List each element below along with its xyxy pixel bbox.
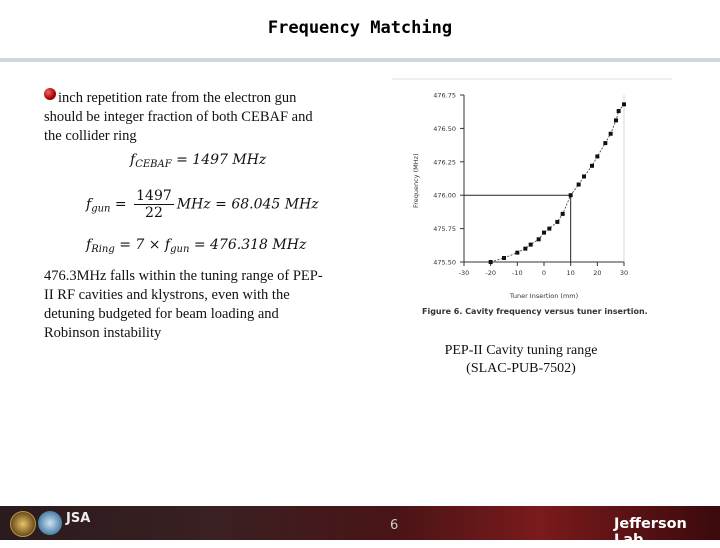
y-tick-label: 476.50	[433, 124, 456, 133]
x-tick-label: 10	[566, 269, 575, 277]
text-line: II RF cavities and klystrons, even with the	[44, 287, 290, 303]
text-line: Robinson instability	[44, 325, 162, 341]
figure-inner-caption: Figure 6. Cavity frequency versus tuner insertion.	[422, 307, 648, 316]
data-point	[609, 132, 613, 136]
data-point	[489, 260, 493, 264]
eq-fraction	[134, 188, 174, 221]
header-divider	[0, 58, 720, 62]
eq-rhs: = 1497 MHz	[171, 152, 267, 168]
y-tick-label: 476.75	[433, 91, 456, 100]
text-line: inch repetition rate from the electron gun	[58, 90, 297, 106]
data-point	[582, 174, 586, 178]
text-line: detuning budgeted for beam loading and	[44, 306, 279, 322]
figure-caption	[410, 342, 632, 378]
eq-rhs: MHz = 68.045 MHz	[176, 196, 319, 213]
slide-header	[0, 0, 720, 62]
data-point	[515, 251, 519, 255]
eq-symbol: f	[86, 237, 92, 253]
caption-line: PEP-II Cavity tuning range	[444, 343, 598, 358]
data-point	[542, 231, 546, 235]
x-tick-label: -10	[512, 269, 523, 277]
data-point	[603, 141, 607, 145]
equation-f-ring	[86, 237, 306, 255]
eq-subscript: gun	[170, 244, 190, 255]
data-point	[555, 220, 559, 224]
chart-axes	[433, 92, 628, 278]
y-tick-label: 475.50	[433, 258, 456, 267]
data-point	[622, 102, 626, 106]
jefferson-lab-logo: Jefferson Lab	[614, 516, 687, 548]
slide-title: Frequency Matching	[267, 18, 453, 38]
jsa-logo: JSA	[66, 511, 91, 526]
eq-subscript: Ring	[91, 244, 115, 255]
data-point	[523, 247, 527, 251]
data-point	[547, 227, 551, 231]
text-line: 476.3MHz falls within the tuning range of PEP-	[44, 268, 323, 284]
x-tick-label: 30	[619, 269, 629, 277]
data-point	[529, 243, 533, 247]
eq-equals: =	[110, 196, 132, 213]
y-tick-label: 476.00	[433, 191, 456, 200]
doe-seal-icon	[10, 511, 36, 537]
eq-symbol: f	[130, 152, 136, 168]
data-point	[614, 118, 618, 122]
x-axis-label: Tuner Insertion (mm)	[509, 292, 579, 300]
y-tick-label: 476.25	[433, 158, 456, 167]
eq-rhs: = 476.318 MHz	[189, 237, 307, 253]
data-point	[502, 256, 506, 260]
x-tick-label: -30	[458, 269, 470, 277]
x-tick-label: -20	[485, 269, 496, 277]
text-line: should be integer fraction of both CEBAF and	[44, 109, 313, 125]
equation-f-gun	[86, 188, 319, 221]
eq-subscript: CEBAF	[135, 159, 172, 170]
eq-mid: = 7 × f	[114, 237, 171, 253]
data-point	[537, 237, 541, 241]
slide-footer	[0, 506, 720, 540]
text-line: the collider ring	[44, 128, 137, 144]
bullet-text-2	[44, 267, 354, 343]
bullet-text-1	[44, 89, 364, 146]
agency-seal-icon	[38, 511, 62, 535]
data-point	[595, 154, 599, 158]
eq-subscript: gun	[91, 203, 111, 215]
eq-symbol: f	[86, 196, 92, 213]
page-number: 6	[390, 518, 399, 533]
y-tick-label: 475.75	[433, 225, 456, 234]
equation-f-cebaf	[130, 152, 266, 170]
data-point	[569, 193, 573, 197]
cavity-tuning-figure	[392, 78, 674, 320]
x-tick-label: 0	[541, 269, 547, 277]
data-point	[577, 183, 581, 187]
y-axis-label: Frequency (MHz)	[412, 153, 420, 208]
tuning-chart	[392, 78, 674, 320]
series-line	[491, 104, 624, 262]
data-point	[561, 212, 565, 216]
chart-marks	[464, 102, 626, 264]
eq-denominator: 22	[145, 205, 163, 221]
data-point	[617, 109, 621, 113]
eq-numerator: 1497	[136, 188, 172, 204]
caption-line: (SLAC-PUB-7502)	[466, 361, 576, 376]
data-point	[590, 164, 594, 168]
x-tick-label: 20	[593, 269, 602, 277]
